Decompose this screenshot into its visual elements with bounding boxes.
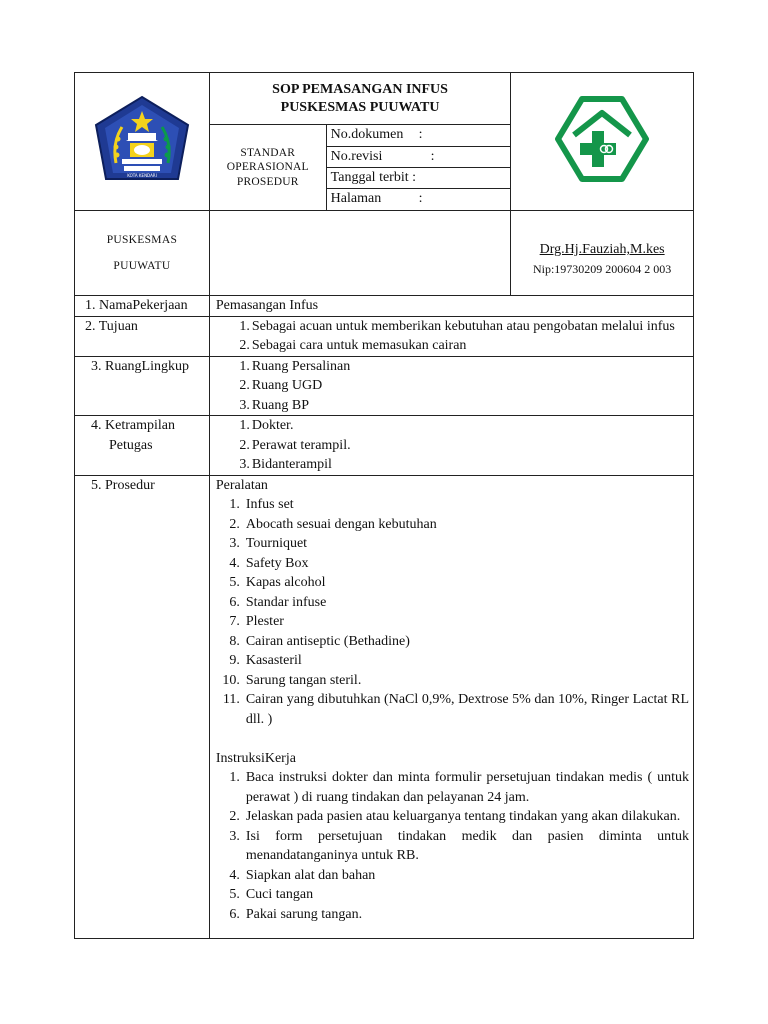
doc-field-label: No.dokumen <box>327 125 417 146</box>
doc-field-row <box>327 125 511 146</box>
list-number: 2. <box>229 516 240 532</box>
signature-cell <box>511 211 694 296</box>
sop-row <box>75 316 694 356</box>
list-number: 4. <box>229 555 240 571</box>
list-item <box>216 573 689 593</box>
title-line-1: SOP PEMASANGAN INFUS <box>272 81 448 97</box>
health-logo-cell <box>511 73 694 211</box>
list-item <box>216 651 689 671</box>
instructions-list <box>216 768 689 924</box>
sop-line-3: PROSEDUR <box>236 175 299 188</box>
doc-field-sep: : <box>418 191 423 207</box>
row-label-line-1: 4. Ketrampilan <box>91 418 175 433</box>
list-text: Infus set <box>245 497 294 512</box>
list-item <box>216 885 689 905</box>
purpose-list <box>216 317 689 356</box>
doc-field-label <box>327 167 511 188</box>
title-line-2: PUSKESMAS PUUWATU <box>280 99 440 115</box>
equipment-list <box>216 495 689 729</box>
list-item <box>216 455 689 475</box>
list-item <box>216 671 689 691</box>
org-name-cell <box>75 211 210 296</box>
list-text: Ruang UGD <box>251 378 323 393</box>
list-item <box>216 495 689 515</box>
list-item <box>216 632 689 652</box>
svg-text:KOTA KENDARI: KOTA KENDARI <box>127 173 157 178</box>
sop-label <box>209 125 326 211</box>
list-number: 1. <box>239 318 250 334</box>
row-label: 5. Prosedur <box>75 475 210 938</box>
list-number: 2. <box>239 437 250 453</box>
list-item <box>216 317 689 337</box>
list-number: 10. <box>222 672 240 688</box>
list-text: Pakai sarung tangan. <box>245 906 363 922</box>
list-number: 6. <box>229 594 240 610</box>
doc-fields-cell <box>326 125 511 211</box>
row-label-line-2: Petugas <box>109 437 153 453</box>
doc-field-label: No.revisi <box>327 146 417 167</box>
row-label: 2. Tujuan <box>75 316 210 356</box>
list-number: 8. <box>229 633 240 649</box>
list-text: Kapas alcohol <box>245 575 326 590</box>
list-item <box>216 515 689 535</box>
sop-line-1: STANDAR <box>240 146 296 159</box>
list-item <box>216 827 689 866</box>
signer-name: Drg.Hj.Fauziah,M.kes <box>539 242 665 257</box>
row-content <box>209 316 693 356</box>
list-number: 4. <box>229 867 240 883</box>
list-item <box>216 807 689 827</box>
list-number: 3. <box>229 536 240 551</box>
list-text: Dokter. <box>251 418 294 433</box>
list-text: Cairan antiseptic (Bethadine) <box>245 633 410 649</box>
list-text: Tourniquet <box>245 536 308 551</box>
list-item <box>216 376 689 396</box>
list-text: Isi form persetujuan tindakan medik dan pasien diminta untuk menandatanganinya untuk RB. <box>245 828 689 863</box>
equipment-heading: Peralatan <box>215 477 268 493</box>
staff-list <box>216 416 689 475</box>
scope-list <box>216 357 689 416</box>
doc-field-row <box>327 188 511 210</box>
doc-field-label: Halaman <box>330 191 382 207</box>
list-number: 7. <box>229 614 240 629</box>
doc-field-sep: : <box>412 169 416 185</box>
doc-fields-table <box>327 125 511 210</box>
list-text: Ruang BP <box>251 397 310 413</box>
list-number: 3. <box>239 457 250 472</box>
list-number: 1. <box>239 418 250 433</box>
list-item <box>216 866 689 886</box>
list-text: Siapkan alat dan bahan <box>245 867 376 883</box>
org-line-1: PUSKESMAS <box>106 234 178 246</box>
row-label <box>75 416 210 476</box>
list-item <box>216 534 689 554</box>
list-text: Sebagai acuan untuk memberikan kebutuhan atau pengobatan melalui infus <box>251 318 675 334</box>
list-number: 5. <box>229 887 240 902</box>
list-number: 1. <box>229 770 240 785</box>
city-emblem-icon <box>92 93 192 185</box>
list-text: Standar infuse <box>245 594 327 610</box>
list-text: Baca instruksi dokter dan minta formulir persetujuan tindakan medis ( untuk perawat ) di ruang tindakan dan pelayanan 24 jam. <box>245 770 689 805</box>
doc-field-label-text: Tanggal terbit <box>330 169 409 185</box>
list-number: 3. <box>239 397 250 413</box>
list-number: 5. <box>229 575 240 590</box>
instructions-heading: InstruksiKerja <box>215 750 296 766</box>
sop-row <box>75 356 694 416</box>
list-text: Sarung tangan steril. <box>245 672 362 688</box>
org-line-2: PUUWATU <box>113 260 171 272</box>
sop-row <box>75 296 694 317</box>
list-text: Kasasteril <box>245 653 302 668</box>
sop-row <box>75 475 694 938</box>
list-number: 11. <box>222 692 240 707</box>
list-text: Ruang Persalinan <box>251 358 351 374</box>
list-item <box>216 690 689 729</box>
list-item <box>216 416 689 436</box>
procedure-content <box>209 475 693 938</box>
list-item <box>216 357 689 377</box>
list-number: 2. <box>239 338 250 353</box>
list-text: Cuci tangan <box>245 887 314 902</box>
list-text: Sebagai cara untuk memasukan cairan <box>251 338 467 353</box>
list-item <box>216 336 689 356</box>
list-number: 1. <box>229 497 240 512</box>
list-number: 6. <box>229 906 240 922</box>
list-item <box>216 768 689 807</box>
doc-field-row <box>327 146 511 167</box>
list-text: Perawat terampil. <box>251 437 351 453</box>
spacer <box>216 729 689 749</box>
list-text: Bidanterampil <box>251 457 332 472</box>
row-value: Pemasangan Infus <box>209 296 693 317</box>
list-item <box>216 612 689 632</box>
city-logo-cell <box>75 73 210 211</box>
health-cross-icon <box>554 93 650 185</box>
sop-table <box>74 72 694 939</box>
row-label: 3. RuangLingkup <box>75 356 210 416</box>
list-text: Safety Box <box>245 555 309 571</box>
list-item <box>216 593 689 613</box>
row-label: 1. NamaPekerjaan <box>75 296 210 317</box>
signer-nip: Nip:19730209 200604 2 003 <box>532 262 672 276</box>
blank-cell <box>209 211 510 296</box>
list-text: Cairan yang dibutuhkan (NaCl 0,9%, Dextrose 5% dan 10%, Ringer Lactat RL dll. ) <box>245 692 689 727</box>
list-item <box>216 905 689 925</box>
list-text: Plester <box>245 614 284 629</box>
sop-line-2: OPERASIONAL <box>226 161 309 174</box>
list-text: Jelaskan pada pasien atau keluarganya tentang tindakan yang akan dilakukan. <box>245 809 681 824</box>
list-number: 1. <box>239 358 250 374</box>
doc-field-sep: : <box>417 125 511 146</box>
list-number: 2. <box>229 809 240 824</box>
list-item <box>216 436 689 456</box>
row-content <box>209 356 693 416</box>
sop-row <box>75 416 694 476</box>
document-title <box>209 73 510 125</box>
list-item <box>216 396 689 416</box>
doc-field-row <box>327 167 511 188</box>
sop-document <box>74 72 694 939</box>
list-number: 3. <box>229 828 240 844</box>
row-content <box>209 416 693 476</box>
doc-field-sep: : <box>417 146 511 167</box>
list-text: Abocath sesuai dengan kebutuhan <box>245 516 437 532</box>
list-number: 2. <box>239 378 250 393</box>
list-number: 9. <box>229 653 240 668</box>
list-item <box>216 554 689 574</box>
